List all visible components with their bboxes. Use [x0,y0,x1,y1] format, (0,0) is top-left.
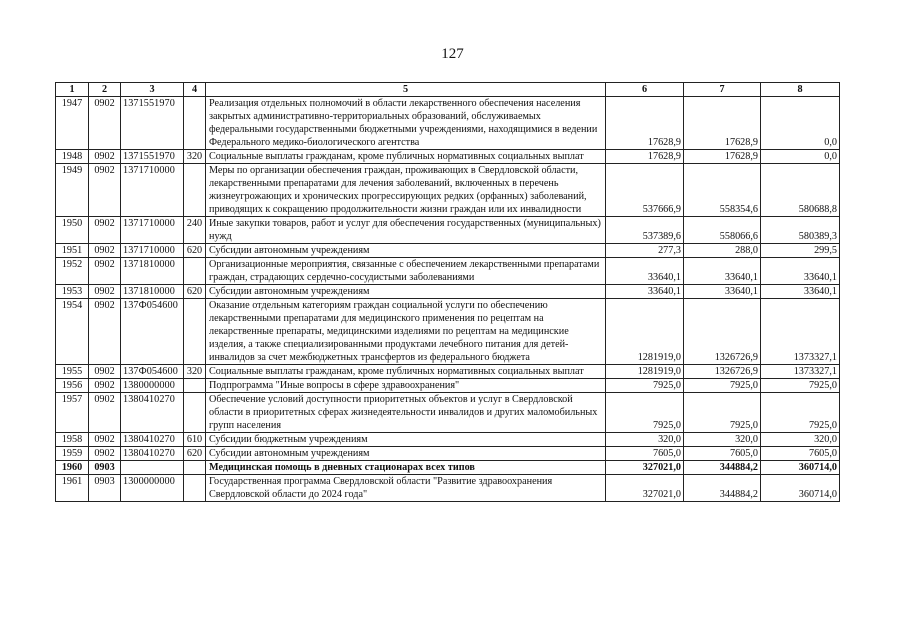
section-code: 0902 [89,447,121,461]
table-row [56,475,840,502]
item-name: Оказание отдельным категориям граждан социальной услуги по обеспечению лекарственными препаратами для медицинского применения по рецептам на лекарственные препараты, медицинскими изделиями по рецептам на медицинские изделия, а также специализированными продуктами лечебного питания для детей-инвалидов за счет межбюджетных трансфертов из федерального бюджета [206,299,606,365]
amount-col7: 344884,2 [684,475,761,502]
amount-col7: 1326726,9 [684,299,761,365]
expense-type-code [184,299,206,365]
amount-col8: 0,0 [761,97,840,150]
amount-col8: 0,0 [761,150,840,164]
amount-col8: 360714,0 [761,461,840,475]
row-number: 1954 [56,299,89,365]
amount-col8: 320,0 [761,433,840,447]
amount-col6: 327021,0 [606,475,684,502]
row-number: 1947 [56,97,89,150]
amount-col6: 537389,6 [606,217,684,244]
expense-type-code: 620 [184,285,206,299]
section-code: 0902 [89,164,121,217]
table-row [56,97,840,150]
amount-col6: 327021,0 [606,461,684,475]
header-row [56,83,840,97]
amount-col6: 1281919,0 [606,365,684,379]
table-row [56,365,840,379]
amount-col6: 17628,9 [606,97,684,150]
table-row [56,379,840,393]
table-row [56,393,840,433]
section-code: 0902 [89,285,121,299]
amount-col7: 558066,6 [684,217,761,244]
expense-type-code [184,461,206,475]
header-cell: 3 [121,83,184,97]
target-article-code: 1380410270 [121,393,184,433]
header-cell: 4 [184,83,206,97]
target-article-code: 1371551970 [121,97,184,150]
amount-col6: 7925,0 [606,379,684,393]
amount-col8: 299,5 [761,244,840,258]
header-cell: 5 [206,83,606,97]
item-name: Социальные выплаты гражданам, кроме публичных нормативных социальных выплат [206,365,606,379]
amount-col8: 580389,3 [761,217,840,244]
amount-col7: 33640,1 [684,285,761,299]
amount-col8: 580688,8 [761,164,840,217]
header-cell: 1 [56,83,89,97]
amount-col7: 344884,2 [684,461,761,475]
target-article-code [121,461,184,475]
amount-col7: 558354,6 [684,164,761,217]
amount-col6: 7605,0 [606,447,684,461]
amount-col6: 17628,9 [606,150,684,164]
target-article-code: 1371710000 [121,217,184,244]
item-name: Медицинская помощь в дневных стационарах всех типов [206,461,606,475]
item-name: Организационные мероприятия, связанные с обеспечением лекарственными препаратами граждан, страдающих сердечно-сосудистыми заболеваниями [206,258,606,285]
amount-col6: 1281919,0 [606,299,684,365]
amount-col8: 7925,0 [761,379,840,393]
expense-type-code: 620 [184,244,206,258]
section-code: 0902 [89,393,121,433]
section-code: 0902 [89,299,121,365]
amount-col7: 7605,0 [684,447,761,461]
page-number: 127 [441,46,464,62]
section-code: 0902 [89,217,121,244]
table-row [56,244,840,258]
amount-col6: 320,0 [606,433,684,447]
header-cell: 6 [606,83,684,97]
item-name: Субсидии бюджетным учреждениям [206,433,606,447]
row-number: 1960 [56,461,89,475]
section-code: 0903 [89,461,121,475]
amount-col8: 1373327,1 [761,365,840,379]
header-cell: 8 [761,83,840,97]
amount-col6: 33640,1 [606,285,684,299]
item-name: Субсидии автономным учреждениям [206,285,606,299]
amount-col6: 33640,1 [606,258,684,285]
amount-col8: 1373327,1 [761,299,840,365]
item-name: Субсидии автономным учреждениям [206,447,606,461]
amount-col7: 33640,1 [684,258,761,285]
expense-type-code [184,379,206,393]
row-number: 1952 [56,258,89,285]
table-row [56,447,840,461]
target-article-code: 1371810000 [121,258,184,285]
section-code: 0902 [89,244,121,258]
section-code: 0902 [89,379,121,393]
table-row [56,433,840,447]
section-code: 0903 [89,475,121,502]
amount-col7: 17628,9 [684,150,761,164]
item-name: Реализация отдельных полномочий в области лекарственного обеспечения населения закрытых административно-территориальных образований, обслуживаемых федеральными государственными бюджетными учреждениями, находящимися в ведении Федерального медико-биологического агентства [206,97,606,150]
item-name: Иные закупки товаров, работ и услуг для обеспечения государственных (муниципальных) нужд [206,217,606,244]
amount-col7: 17628,9 [684,97,761,150]
amount-col8: 33640,1 [761,258,840,285]
expense-type-code: 620 [184,447,206,461]
budget-table [55,82,840,502]
header-cell: 2 [89,83,121,97]
expense-type-code [184,164,206,217]
target-article-code: 1371710000 [121,164,184,217]
item-name: Меры по организации обеспечения граждан, проживающих в Свердловской области, лекарственными препаратами для лечения заболеваний, включенных в перечень жизнеугрожающих и хронических прогрессирующих редких (орфанных) заболеваний, приводящих к сокращению продолжительности жизни граждан или их инвалидности [206,164,606,217]
table-row [56,299,840,365]
section-code: 0902 [89,365,121,379]
target-article-code: 1380410270 [121,433,184,447]
target-article-code: 1380000000 [121,379,184,393]
expense-type-code [184,97,206,150]
row-number: 1957 [56,393,89,433]
row-number: 1959 [56,447,89,461]
table-row [56,150,840,164]
table-row [56,285,840,299]
amount-col7: 1326726,9 [684,365,761,379]
section-code: 0902 [89,97,121,150]
row-number: 1955 [56,365,89,379]
row-number: 1951 [56,244,89,258]
section-code: 0902 [89,258,121,285]
expense-type-code: 610 [184,433,206,447]
item-name: Государственная программа Свердловской области "Развитие здравоохранения Свердловской области до 2024 года" [206,475,606,502]
item-name: Субсидии автономным учреждениям [206,244,606,258]
header-cell: 7 [684,83,761,97]
expense-type-code [184,258,206,285]
row-number: 1961 [56,475,89,502]
expense-type-code [184,393,206,433]
section-code: 0902 [89,150,121,164]
amount-col6: 537666,9 [606,164,684,217]
target-article-code: 1371551970 [121,150,184,164]
row-number: 1958 [56,433,89,447]
amount-col7: 7925,0 [684,379,761,393]
row-number: 1953 [56,285,89,299]
table-row [56,258,840,285]
amount-col8: 7605,0 [761,447,840,461]
amount-col7: 288,0 [684,244,761,258]
target-article-code: 1371810000 [121,285,184,299]
table-row [56,461,840,475]
amount-col8: 7925,0 [761,393,840,433]
target-article-code: 1380410270 [121,447,184,461]
row-number: 1950 [56,217,89,244]
target-article-code: 1371710000 [121,244,184,258]
row-number: 1948 [56,150,89,164]
item-name: Социальные выплаты гражданам, кроме публичных нормативных социальных выплат [206,150,606,164]
target-article-code: 1300000000 [121,475,184,502]
target-article-code: 137Ф054600 [121,299,184,365]
amount-col8: 360714,0 [761,475,840,502]
table-row [56,164,840,217]
amount-col6: 277,3 [606,244,684,258]
expense-type-code: 240 [184,217,206,244]
section-code: 0902 [89,433,121,447]
item-name: Обеспечение условий доступности приоритетных объектов и услуг в Свердловской области в приоритетных сферах жизнедеятельности инвалидов и других маломобильных групп населения [206,393,606,433]
table-row [56,217,840,244]
target-article-code: 137Ф054600 [121,365,184,379]
item-name: Подпрограмма "Иные вопросы в сфере здравоохранения" [206,379,606,393]
expense-type-code: 320 [184,365,206,379]
amount-col7: 320,0 [684,433,761,447]
expense-type-code: 320 [184,150,206,164]
row-number: 1956 [56,379,89,393]
expense-type-code [184,475,206,502]
amount-col6: 7925,0 [606,393,684,433]
amount-col8: 33640,1 [761,285,840,299]
amount-col7: 7925,0 [684,393,761,433]
row-number: 1949 [56,164,89,217]
